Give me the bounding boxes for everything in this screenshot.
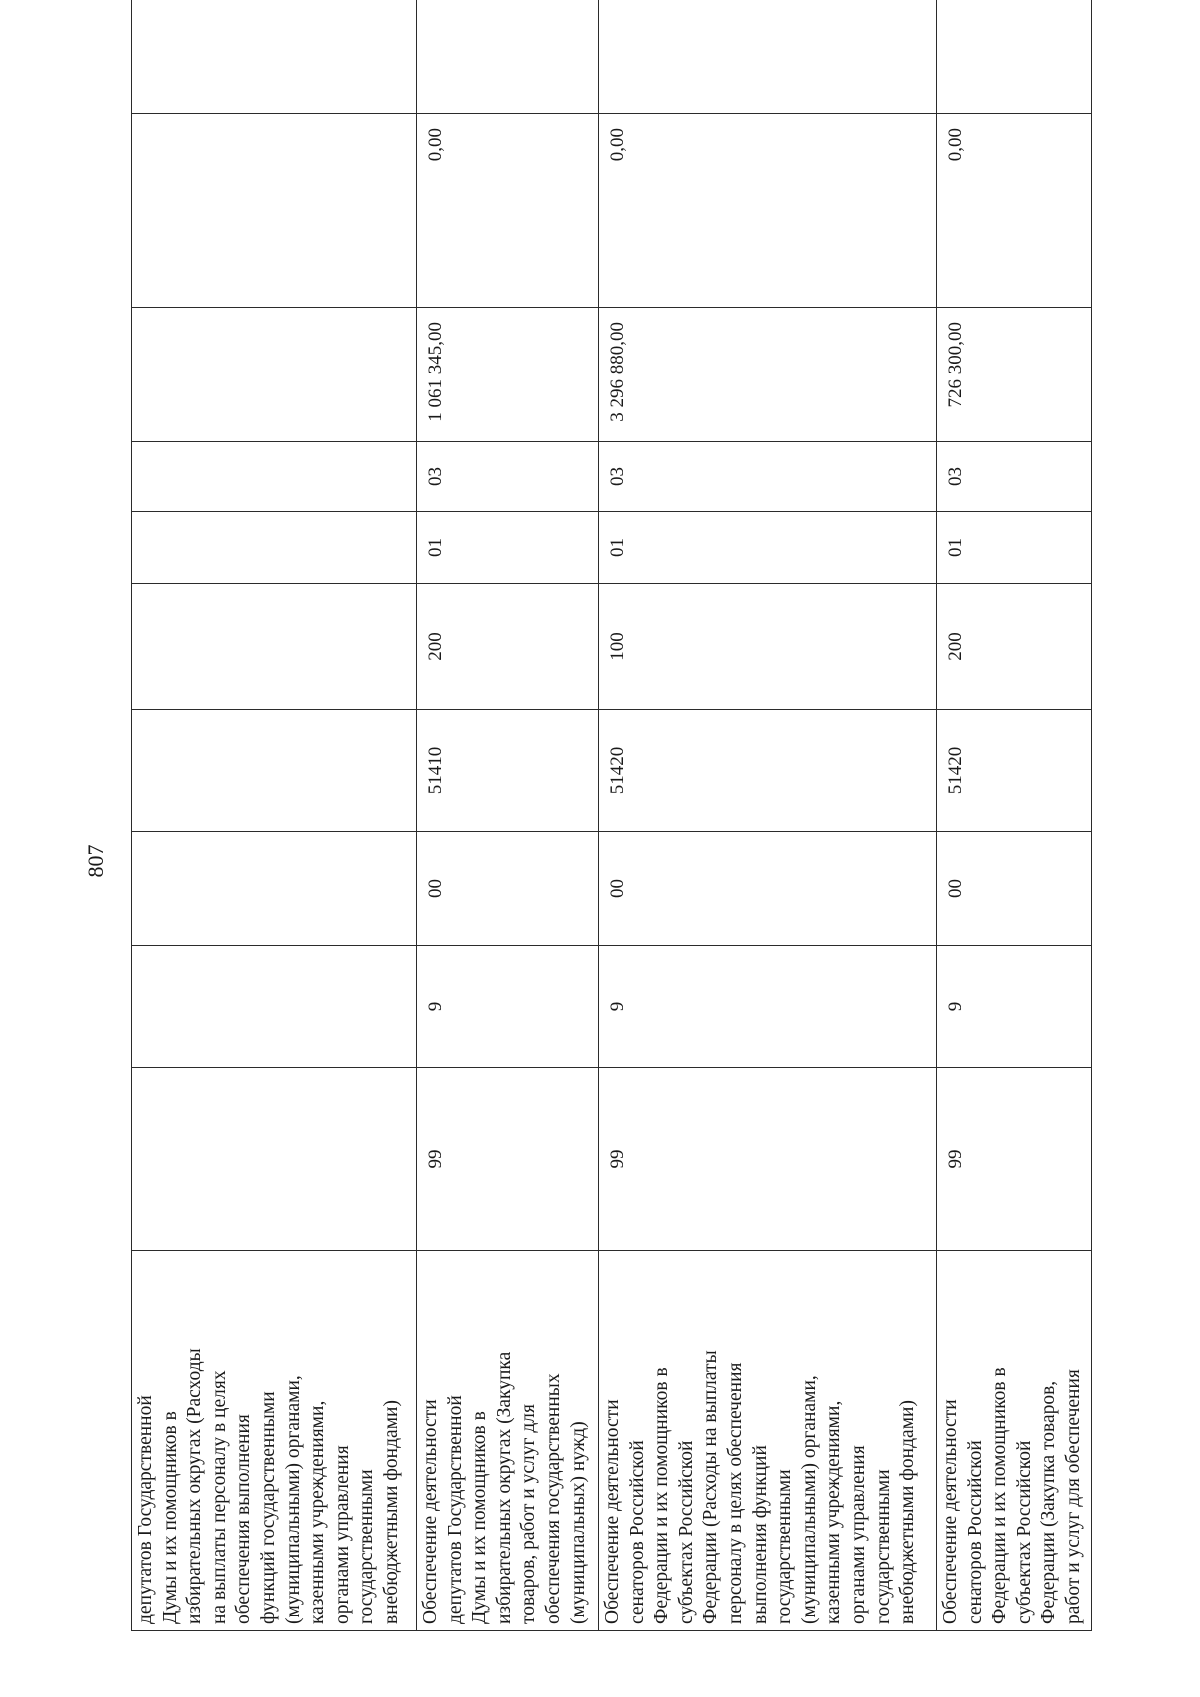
amount-1-cell: 3 296 880,00 — [599, 308, 937, 442]
subprogram-code-cell: 9 — [937, 946, 1092, 1068]
program-code-cell — [132, 1068, 417, 1251]
amount-2-cell — [132, 114, 417, 308]
subsection-code-cell: 03 — [599, 442, 937, 512]
table-row — [937, 0, 1092, 1631]
row-description: депутатов Государственной Думы и их помощников в избирательных округах (Расходы на выплаты персоналу в целях обеспечения выполнения функций государственными (муниципальными) органами, казенными учреждениями, органами управления государственными внебюджетными фондами) — [132, 1251, 417, 1631]
section-code-cell: 01 — [937, 512, 1092, 584]
page-number: 807 — [83, 844, 108, 878]
program-code-cell: 99 — [937, 1068, 1092, 1251]
section-code-cell: 01 — [599, 512, 937, 584]
amount-2-cell: 0,00 — [937, 114, 1092, 308]
amount-3-cell — [132, 0, 417, 114]
amount-1-cell: 1 061 345,00 — [417, 308, 599, 442]
row-description: Обеспечение деятельности сенаторов Российской Федерации и их помощников в субъектах Российской Федерации (Расходы на выплаты персоналу в целях обеспечения выполнения функций государственными (муниципальными) органами, казенными учреждениями, органами управления государственными внебюджетными фондами) — [599, 1251, 937, 1631]
amount-3-cell — [599, 0, 937, 114]
subsection-code-cell: 03 — [417, 442, 599, 512]
subsection-code-cell: 03 — [937, 442, 1092, 512]
program-code-cell: 99 — [417, 1068, 599, 1251]
subprogram-code-cell — [132, 946, 417, 1068]
subsection-code-cell — [132, 442, 417, 512]
direction-code-cell: 51420 — [937, 710, 1092, 832]
program-code-cell: 99 — [599, 1068, 937, 1251]
table-row — [417, 0, 599, 1631]
amount-3-cell — [417, 0, 599, 114]
subprogram-code-cell: 9 — [599, 946, 937, 1068]
expense-type-code-cell: 100 — [599, 584, 937, 710]
amount-1-cell: 726 300,00 — [937, 308, 1092, 442]
main-event-code-cell: 00 — [417, 832, 599, 946]
main-event-code-cell — [132, 832, 417, 946]
budget-table — [131, 0, 1092, 1631]
rotated-table-container — [131, 58, 1091, 1631]
row-description: Обеспечение деятельности депутатов Государственной Думы и их помощников в избирательных округах (Закупка товаров, работ и услуг для обеспечения государственных (муниципальных) нужд) — [417, 1251, 599, 1631]
amount-2-cell: 0,00 — [417, 114, 599, 308]
table-row — [132, 0, 417, 1631]
budget-table-frame — [131, 58, 1091, 1631]
section-code-cell — [132, 512, 417, 584]
expense-type-code-cell — [132, 584, 417, 710]
direction-code-cell: 51410 — [417, 710, 599, 832]
main-event-code-cell: 00 — [937, 832, 1092, 946]
expense-type-code-cell: 200 — [417, 584, 599, 710]
direction-code-cell — [132, 710, 417, 832]
amount-2-cell: 0,00 — [599, 114, 937, 308]
amount-1-cell — [132, 308, 417, 442]
table-row — [599, 0, 937, 1631]
row-description: Обеспечение деятельности сенаторов Российской Федерации и их помощников в субъектах Российской Федерации (Закупка товаров, работ и услуг для обеспечения — [937, 1251, 1092, 1631]
expense-type-code-cell: 200 — [937, 584, 1092, 710]
main-event-code-cell: 00 — [599, 832, 937, 946]
section-code-cell: 01 — [417, 512, 599, 584]
direction-code-cell: 51420 — [599, 710, 937, 832]
subprogram-code-cell: 9 — [417, 946, 599, 1068]
amount-3-cell — [937, 0, 1092, 114]
